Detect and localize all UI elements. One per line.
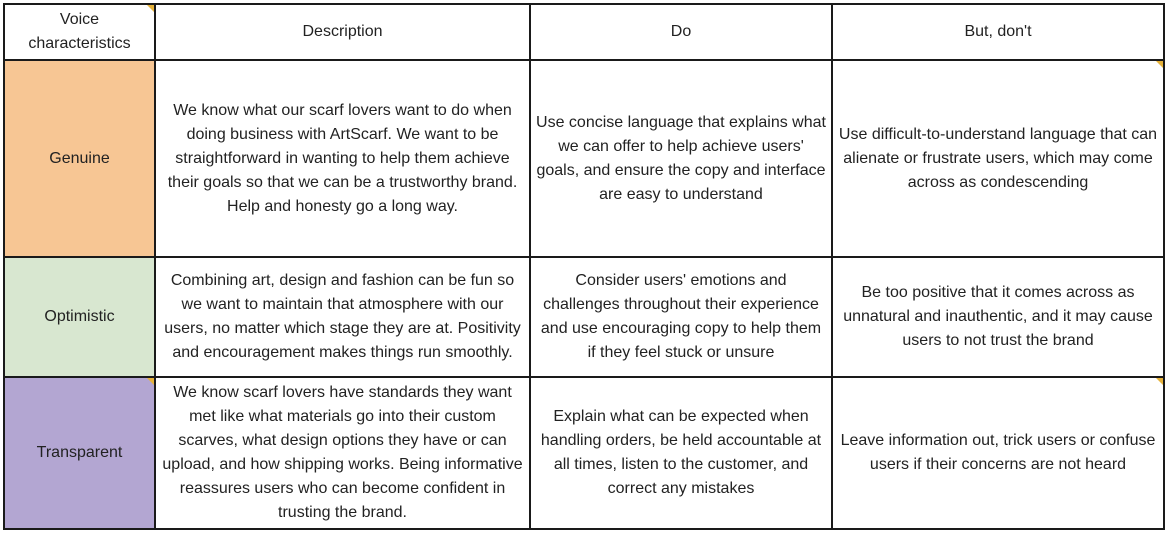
header-dont [832,4,1164,60]
dont-text: Use difficult-to-understand language that can alienate or frustrate users, which may come across as condescending [838,125,1158,191]
dont-cell [832,377,1164,529]
table-row [4,377,1164,529]
dont-cell [832,60,1164,257]
header-do-label: Do [670,23,692,40]
header-description [155,4,530,60]
header-do [530,4,832,60]
characteristic-cell-genuine [4,60,155,257]
dont-text: Leave information out, trick users or confuse users if their concerns are not heard [840,432,1156,473]
do-text: Consider users' emotions and challenges throughout their experience and use encouraging copy to help them if they feel stuck or unsure [540,272,822,361]
header-voice-characteristics [4,4,155,60]
description-text: Combining art, design and fashion can be fun so we want to maintain that atmosphere with our users, no matter which stage they are at. Positivity and encouragement makes things run smoothly. [164,272,521,361]
table-row [4,257,1164,377]
description-text: We know scarf lovers have standards they want met like what materials go into their custom scarves, what design options they have or can upload, and how shipping works. Being informative reassures users who can become confident in trusting the brand. [162,384,523,521]
characteristic-label: Optimistic [44,308,115,325]
description-cell [155,60,530,257]
do-cell [530,377,832,529]
do-text: Explain what can be expected when handling orders, be held accountable at all times, listen to the customer, and correct any mistakes [540,408,822,497]
description-cell [155,377,530,529]
characteristic-cell-optimistic [4,257,155,377]
description-cell [155,257,530,377]
dont-text: Be too positive that it comes across as unnatural and inauthentic, and it may cause users to not trust the brand [843,284,1153,349]
table-row [4,60,1164,257]
voice-characteristics-table [3,3,1165,530]
dont-cell [832,257,1164,377]
description-text: We know what our scarf lovers want to do when doing business with ArtScarf. We want to be straightforward in wanting to help them achieve their goals so that we can be a trustworthy brand. Help and honesty go a long way. [167,101,518,215]
header-dont-label: But, don't [964,23,1032,40]
do-cell [530,60,832,257]
do-cell [530,257,832,377]
do-text: Use concise language that explains what we can offer to help achieve users' goals, and ensure the copy and interface are easy to understand [536,113,826,203]
header-voice-characteristics-label: Voice characteristics [28,11,131,52]
characteristic-cell-transparent [4,377,155,529]
header-description-label: Description [302,23,383,40]
characteristic-label: Transparent [36,444,123,461]
characteristic-label: Genuine [49,149,110,167]
header-row [4,4,1164,60]
